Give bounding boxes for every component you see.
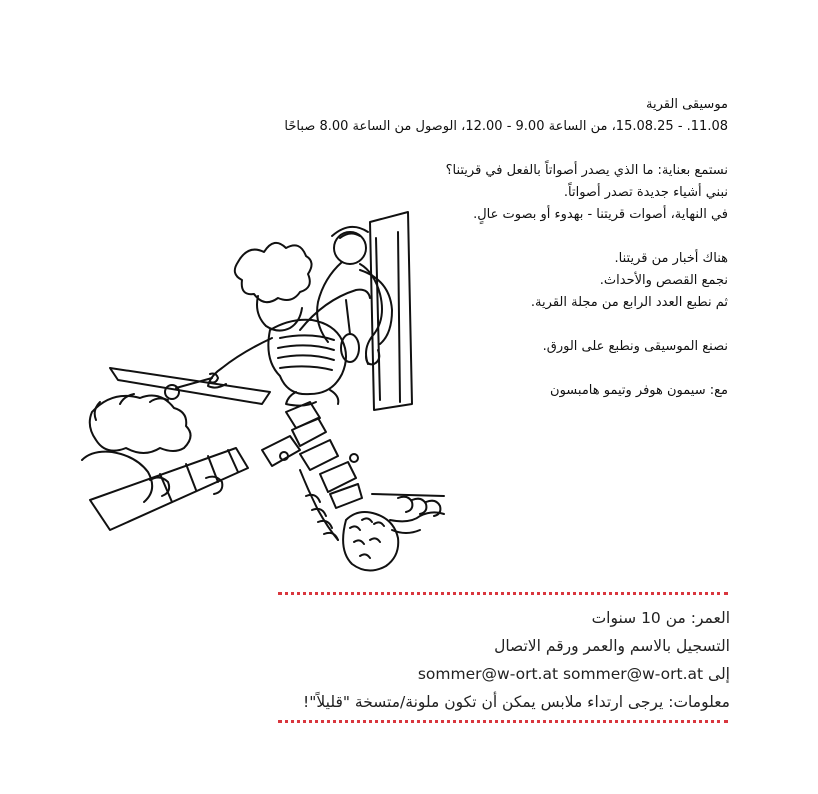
event-description bbox=[168, 94, 728, 402]
description-line: نستمع بعناية: ما الذي يصدر أصواتاً بالفعل في قريتنا؟ bbox=[445, 163, 728, 178]
description-line: نبني أشياء جديدة تصدر أصواتاً. bbox=[563, 185, 728, 200]
description-line: هناك أخبار من قريتنا. bbox=[614, 251, 728, 266]
notes-info: معلومات: يرجى ارتداء ملابس يمكن أن تكون ملونة/متسخة "قليلاً"! bbox=[303, 693, 730, 711]
registration-info: التسجيل بالاسم والعمر ورقم الاتصال bbox=[494, 637, 730, 655]
bottom-divider bbox=[278, 720, 728, 723]
description-line: نصنع الموسيقى ونطبع على الورق. bbox=[542, 339, 728, 354]
description-line: نجمع القصص والأحداث. bbox=[599, 273, 728, 288]
credits: مع: سيمون هوفر وتيمو هامبسون bbox=[550, 383, 728, 398]
description-line: في النهاية، أصوات قريتنا - بهدوء أو بصوت عالٍ. bbox=[473, 207, 728, 222]
event-schedule: 11.08. - 15.08.25، من الساعة 9.00 - 12.00، الوصول من الساعة 8.00 صباحًا bbox=[284, 119, 728, 134]
info-section bbox=[170, 604, 730, 716]
top-divider bbox=[278, 592, 728, 595]
description-line: ثم نطبع العدد الرابع من مجلة القرية. bbox=[530, 295, 728, 310]
email-info[interactable]: إلى sommer@w-ort.at sommer@w-ort.at bbox=[417, 665, 730, 683]
event-title: موسيقى القرية bbox=[646, 97, 728, 112]
age-info: العمر: من 10 سنوات bbox=[591, 609, 730, 627]
